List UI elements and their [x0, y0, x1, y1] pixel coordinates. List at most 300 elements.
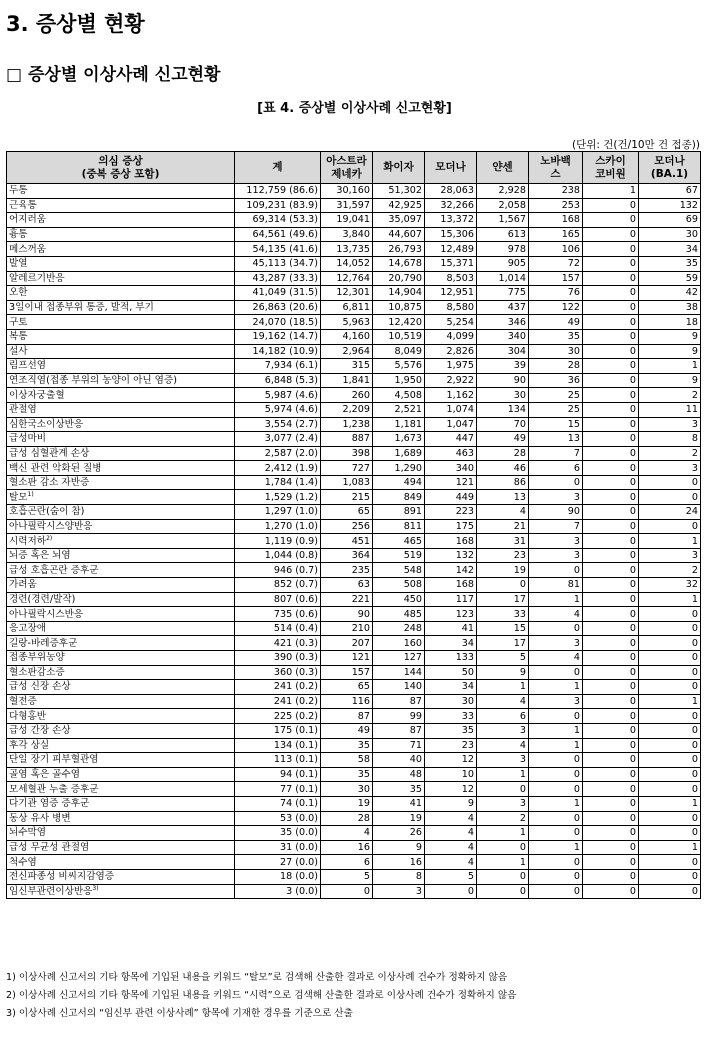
symptom-name: 척수염: [7, 855, 235, 870]
cell-total: 421 (0.3): [235, 636, 321, 651]
cell-astra: 5,963: [321, 315, 373, 330]
cell-astra: 16: [321, 840, 373, 855]
cell-janssen: 775: [477, 286, 529, 301]
cell-astra: 727: [321, 461, 373, 476]
cell-ba1: 0: [639, 782, 701, 797]
cell-total: 6,848 (5.3): [235, 373, 321, 388]
table-row: [7, 300, 701, 315]
cell-skycovione: 0: [583, 869, 639, 884]
cell-skycovione: 0: [583, 490, 639, 505]
cell-novavax: 3: [529, 694, 583, 709]
cell-janssen: 23: [477, 548, 529, 563]
cell-pfizer: 494: [373, 475, 425, 490]
symptom-name: 급성 간장 손상: [7, 723, 235, 738]
table-row: [7, 446, 701, 461]
cell-moderna: 340: [425, 461, 477, 476]
cell-ba1: 2: [639, 388, 701, 403]
cell-ba1: 3: [639, 461, 701, 476]
cell-novavax: 76: [529, 286, 583, 301]
cell-pfizer: 548: [373, 563, 425, 578]
cell-janssen: 19: [477, 563, 529, 578]
cell-janssen: 304: [477, 344, 529, 359]
cell-novavax: 3: [529, 490, 583, 505]
table-row: [7, 796, 701, 811]
table-row: [7, 680, 701, 695]
cell-moderna: 4: [425, 855, 477, 870]
table-row: [7, 694, 701, 709]
cell-skycovione: 0: [583, 651, 639, 666]
cell-pfizer: 87: [373, 723, 425, 738]
footnote: 3) 이상사례 신고서의 “임신부 관련 이상사례” 항목에 기재한 경우를 기준으로 산출: [6, 1008, 353, 1019]
cell-total: 3,554 (2.7): [235, 417, 321, 432]
cell-astra: 2,964: [321, 344, 373, 359]
symptom-name: 경련(경련/발작): [7, 592, 235, 607]
symptom-name: 관절염: [7, 402, 235, 417]
cell-janssen: 0: [477, 782, 529, 797]
symptom-name: 임신부관련이상반응$^{3)}$: [7, 884, 235, 899]
cell-janssen: 2,058: [477, 198, 529, 213]
cell-astra: 157: [321, 665, 373, 680]
section-title: 3. 증상별 현황: [6, 12, 145, 36]
cell-astra: 887: [321, 432, 373, 447]
footnote-marker: 2): [46, 534, 53, 542]
cell-astra: 28: [321, 811, 373, 826]
cell-moderna: 32,266: [425, 198, 477, 213]
cell-skycovione: 0: [583, 548, 639, 563]
cell-skycovione: 0: [583, 329, 639, 344]
cell-novavax: 4: [529, 651, 583, 666]
cell-astra: 6,811: [321, 300, 373, 315]
symptom-name: 급성 호흡곤란 증후군: [7, 563, 235, 578]
cell-moderna: 132: [425, 548, 477, 563]
cell-pfizer: 519: [373, 548, 425, 563]
symptom-name: 응고장애: [7, 621, 235, 636]
cell-moderna: 1,162: [425, 388, 477, 403]
cell-pfizer: 4,508: [373, 388, 425, 403]
footnote-marker: 1): [27, 490, 34, 498]
table-row: [7, 636, 701, 651]
cell-janssen: 1: [477, 855, 529, 870]
symptom-name: 3일이내 접종부위 통증, 발적, 부기: [7, 300, 235, 315]
cell-janssen: 17: [477, 592, 529, 607]
cell-novavax: 0: [529, 665, 583, 680]
cell-skycovione: 0: [583, 417, 639, 432]
symptom-name: 근육통: [7, 198, 235, 213]
cell-total: 241 (0.2): [235, 694, 321, 709]
cell-astra: 256: [321, 519, 373, 534]
cell-total: 2,412 (1.9): [235, 461, 321, 476]
symptom-name: 메스꺼움: [7, 242, 235, 257]
cell-moderna: 1,047: [425, 417, 477, 432]
cell-ba1: 0: [639, 665, 701, 680]
symptom-name: 급성 신장 손상: [7, 680, 235, 695]
cell-novavax: 6: [529, 461, 583, 476]
cell-ba1: 8: [639, 432, 701, 447]
cell-total: 112,759 (86.6): [235, 184, 321, 199]
table-row: [7, 884, 701, 899]
cell-ba1: 1: [639, 694, 701, 709]
cell-astra: 87: [321, 709, 373, 724]
cell-skycovione: 0: [583, 475, 639, 490]
cell-ba1: 9: [639, 329, 701, 344]
cell-janssen: 905: [477, 256, 529, 271]
cell-janssen: 17: [477, 636, 529, 651]
cell-total: 113 (0.1): [235, 753, 321, 768]
cell-moderna: 50: [425, 665, 477, 680]
table-row: [7, 855, 701, 870]
table-row: [7, 651, 701, 666]
table-row: [7, 534, 701, 549]
cell-novavax: 28: [529, 359, 583, 374]
cell-total: 1,270 (1.0): [235, 519, 321, 534]
cell-ba1: 0: [639, 709, 701, 724]
footnote: 2) 이상사례 신고서의 기타 항목에 기입된 내용을 키워드 “시력”으로 검색해 산출한 결과로 이상사례 건수가 정확하지 않음: [6, 990, 517, 1001]
cell-astra: 451: [321, 534, 373, 549]
table-row: [7, 271, 701, 286]
cell-ba1: 0: [639, 680, 701, 695]
cell-total: 109,231 (83.9): [235, 198, 321, 213]
symptom-name: 호흡곤란(숨이 참): [7, 505, 235, 520]
cell-astra: 315: [321, 359, 373, 374]
cell-ba1: 18: [639, 315, 701, 330]
cell-moderna: 142: [425, 563, 477, 578]
cell-pfizer: 16: [373, 855, 425, 870]
table-row: [7, 519, 701, 534]
symptom-name: 두통: [7, 184, 235, 199]
cell-janssen: 33: [477, 607, 529, 622]
cell-skycovione: 0: [583, 402, 639, 417]
symptom-name: 동상 유사 병변: [7, 811, 235, 826]
cell-moderna: 12: [425, 782, 477, 797]
cell-skycovione: 0: [583, 388, 639, 403]
footnote-marker: 3): [92, 884, 99, 892]
cell-astra: 12,764: [321, 271, 373, 286]
cell-pfizer: 450: [373, 592, 425, 607]
cell-janssen: 31: [477, 534, 529, 549]
cell-astra: 12,301: [321, 286, 373, 301]
cell-ba1: 0: [639, 651, 701, 666]
cell-janssen: 346: [477, 315, 529, 330]
cell-janssen: 340: [477, 329, 529, 344]
cell-moderna: 1,975: [425, 359, 477, 374]
cell-novavax: 3: [529, 548, 583, 563]
table-row: [7, 621, 701, 636]
header-skycovione: 스카이 코비원: [583, 152, 639, 184]
cell-moderna: 4: [425, 811, 477, 826]
table-row: [7, 869, 701, 884]
symptom-name: 급성 무균성 관절염: [7, 840, 235, 855]
cell-skycovione: 0: [583, 592, 639, 607]
cell-skycovione: 0: [583, 578, 639, 593]
cell-total: 946 (0.7): [235, 563, 321, 578]
header-symptom: 의심 증상 (중복 증상 포함): [7, 152, 235, 184]
cell-total: 14,182 (10.9): [235, 344, 321, 359]
cell-pfizer: 465: [373, 534, 425, 549]
table-row: [7, 840, 701, 855]
cell-skycovione: 0: [583, 315, 639, 330]
table-row: [7, 402, 701, 417]
cell-moderna: 34: [425, 680, 477, 695]
cell-novavax: 4: [529, 607, 583, 622]
symptom-name: 설사: [7, 344, 235, 359]
cell-skycovione: 0: [583, 840, 639, 855]
cell-janssen: 0: [477, 869, 529, 884]
cell-total: 807 (0.6): [235, 592, 321, 607]
cell-astra: 4: [321, 826, 373, 841]
cell-janssen: 1,014: [477, 271, 529, 286]
cell-novavax: 122: [529, 300, 583, 315]
cell-moderna: 133: [425, 651, 477, 666]
cell-moderna: 15,371: [425, 256, 477, 271]
cell-total: 1,044 (0.8): [235, 548, 321, 563]
table-row: [7, 767, 701, 782]
cell-janssen: 2: [477, 811, 529, 826]
symptom-name: 구토: [7, 315, 235, 330]
cell-ba1: 0: [639, 869, 701, 884]
header-astrazeneca: 아스트라 제네카: [321, 152, 373, 184]
cell-novavax: 3: [529, 534, 583, 549]
cell-ba1: 1: [639, 534, 701, 549]
cell-total: 53 (0.0): [235, 811, 321, 826]
cell-moderna: 15,306: [425, 227, 477, 242]
table-row: [7, 432, 701, 447]
cell-moderna: 30: [425, 694, 477, 709]
cell-total: 24,070 (18.5): [235, 315, 321, 330]
cell-astra: 1,083: [321, 475, 373, 490]
cell-novavax: 0: [529, 767, 583, 782]
cell-total: 64,561 (49.6): [235, 227, 321, 242]
cell-ba1: 59: [639, 271, 701, 286]
cell-skycovione: 1: [583, 184, 639, 199]
table-row: [7, 548, 701, 563]
cell-janssen: 3: [477, 796, 529, 811]
table-row: [7, 388, 701, 403]
table-row: [7, 227, 701, 242]
cell-ba1: 1: [639, 592, 701, 607]
cell-janssen: 5: [477, 651, 529, 666]
symptom-name: 뇌증 혹은 뇌염: [7, 548, 235, 563]
cell-pfizer: 26,793: [373, 242, 425, 257]
cell-moderna: 121: [425, 475, 477, 490]
cell-moderna: 35: [425, 723, 477, 738]
cell-skycovione: 0: [583, 563, 639, 578]
cell-skycovione: 0: [583, 709, 639, 724]
cell-astra: 1,841: [321, 373, 373, 388]
cell-moderna: 12: [425, 753, 477, 768]
table-row: [7, 592, 701, 607]
cell-janssen: 1: [477, 826, 529, 841]
cell-janssen: 0: [477, 840, 529, 855]
cell-janssen: 49: [477, 432, 529, 447]
cell-pfizer: 10,519: [373, 329, 425, 344]
cell-moderna: 2,826: [425, 344, 477, 359]
cell-novavax: 1: [529, 680, 583, 695]
cell-moderna: 8,580: [425, 300, 477, 315]
cell-ba1: 0: [639, 723, 701, 738]
cell-novavax: 1: [529, 738, 583, 753]
cell-moderna: 123: [425, 607, 477, 622]
cell-skycovione: 0: [583, 256, 639, 271]
cell-total: 2,587 (2.0): [235, 446, 321, 461]
cell-astra: 1,238: [321, 417, 373, 432]
symptom-name: 골염 혹은 골수염: [7, 767, 235, 782]
cell-pfizer: 44,607: [373, 227, 425, 242]
cell-novavax: 0: [529, 782, 583, 797]
cell-astra: 364: [321, 548, 373, 563]
cell-moderna: 13,372: [425, 213, 477, 228]
cell-ba1: 42: [639, 286, 701, 301]
cell-janssen: 39: [477, 359, 529, 374]
cell-total: 43,287 (33.3): [235, 271, 321, 286]
cell-total: 69,314 (53.3): [235, 213, 321, 228]
cell-total: 26,863 (20.6): [235, 300, 321, 315]
cell-skycovione: 0: [583, 811, 639, 826]
cell-novavax: 81: [529, 578, 583, 593]
cell-novavax: 0: [529, 855, 583, 870]
cell-ba1: 38: [639, 300, 701, 315]
cell-janssen: 437: [477, 300, 529, 315]
cell-ba1: 9: [639, 344, 701, 359]
cell-moderna: 9: [425, 796, 477, 811]
cell-skycovione: 0: [583, 227, 639, 242]
table-header-row: [7, 152, 701, 184]
cell-pfizer: 248: [373, 621, 425, 636]
cell-moderna: 34: [425, 636, 477, 651]
table-row: [7, 505, 701, 520]
cell-novavax: 0: [529, 884, 583, 899]
symptom-name: 아나필락시스양반응: [7, 519, 235, 534]
table-row: [7, 359, 701, 374]
symptom-name: 아나필락시스반응: [7, 607, 235, 622]
cell-ba1: 0: [639, 855, 701, 870]
cell-skycovione: 0: [583, 767, 639, 782]
cell-total: 74 (0.1): [235, 796, 321, 811]
cell-janssen: 30: [477, 388, 529, 403]
cell-astra: 35: [321, 738, 373, 753]
cell-astra: 3,840: [321, 227, 373, 242]
symptom-name: 발열: [7, 256, 235, 271]
cell-ba1: 67: [639, 184, 701, 199]
cell-skycovione: 0: [583, 694, 639, 709]
cell-skycovione: 0: [583, 198, 639, 213]
cell-total: 1,529 (1.2): [235, 490, 321, 505]
cell-moderna: 4: [425, 840, 477, 855]
cell-astra: 90: [321, 607, 373, 622]
cell-ba1: 35: [639, 256, 701, 271]
cell-pfizer: 35: [373, 782, 425, 797]
cell-pfizer: 14,904: [373, 286, 425, 301]
cell-pfizer: 12,420: [373, 315, 425, 330]
cell-novavax: 36: [529, 373, 583, 388]
cell-total: 18 (0.0): [235, 869, 321, 884]
cell-moderna: 447: [425, 432, 477, 447]
cell-novavax: 1: [529, 840, 583, 855]
cell-ba1: 0: [639, 607, 701, 622]
cell-novavax: 0: [529, 753, 583, 768]
cell-ba1: 132: [639, 198, 701, 213]
cell-skycovione: 0: [583, 373, 639, 388]
cell-janssen: 6: [477, 709, 529, 724]
cell-pfizer: 485: [373, 607, 425, 622]
cell-pfizer: 508: [373, 578, 425, 593]
cell-total: 3,077 (2.4): [235, 432, 321, 447]
cell-janssen: 15: [477, 621, 529, 636]
cell-novavax: 0: [529, 621, 583, 636]
cell-skycovione: 0: [583, 796, 639, 811]
cell-pfizer: 160: [373, 636, 425, 651]
cell-ba1: 0: [639, 519, 701, 534]
table-row: [7, 723, 701, 738]
cell-astra: 4,160: [321, 329, 373, 344]
cell-astra: 221: [321, 592, 373, 607]
cell-astra: 210: [321, 621, 373, 636]
unit-note: (단위: 건(건/10만 건 접종)): [572, 139, 700, 151]
cell-moderna: 12,951: [425, 286, 477, 301]
cell-ba1: 0: [639, 621, 701, 636]
cell-novavax: 7: [529, 519, 583, 534]
cell-total: 852 (0.7): [235, 578, 321, 593]
cell-janssen: 4: [477, 505, 529, 520]
cell-novavax: 157: [529, 271, 583, 286]
cell-pfizer: 144: [373, 665, 425, 680]
table-row: [7, 256, 701, 271]
cell-skycovione: 0: [583, 519, 639, 534]
cell-pfizer: 8,049: [373, 344, 425, 359]
cell-total: 77 (0.1): [235, 782, 321, 797]
cell-janssen: 1: [477, 680, 529, 695]
cell-total: 225 (0.2): [235, 709, 321, 724]
cell-skycovione: 0: [583, 344, 639, 359]
cell-ba1: 11: [639, 402, 701, 417]
cell-total: 241 (0.2): [235, 680, 321, 695]
cell-pfizer: 140: [373, 680, 425, 695]
table-row: [7, 315, 701, 330]
cell-janssen: 4: [477, 694, 529, 709]
symptom-name: 백신 관련 악화된 질병: [7, 461, 235, 476]
cell-astra: 2,209: [321, 402, 373, 417]
cell-janssen: 978: [477, 242, 529, 257]
cell-total: 5,974 (4.6): [235, 402, 321, 417]
table-row: [7, 475, 701, 490]
cell-pfizer: 26: [373, 826, 425, 841]
cell-astra: 6: [321, 855, 373, 870]
cell-skycovione: 0: [583, 271, 639, 286]
symptom-name: 후각 상실: [7, 738, 235, 753]
cell-moderna: 168: [425, 578, 477, 593]
cell-total: 35 (0.0): [235, 826, 321, 841]
cell-ba1: 1: [639, 359, 701, 374]
cell-moderna: 41: [425, 621, 477, 636]
symptom-name: 림프선염: [7, 359, 235, 374]
cell-skycovione: 0: [583, 213, 639, 228]
cell-astra: 235: [321, 563, 373, 578]
cell-astra: 30: [321, 782, 373, 797]
cell-ba1: 3: [639, 417, 701, 432]
cell-moderna: 2,922: [425, 373, 477, 388]
table-row: [7, 738, 701, 753]
cell-novavax: 1: [529, 592, 583, 607]
symptom-name: 길랑-바레증후군: [7, 636, 235, 651]
cell-moderna: 28,063: [425, 184, 477, 199]
cell-moderna: 23: [425, 738, 477, 753]
header-novavax: 노바백 스: [529, 152, 583, 184]
cell-astra: 19: [321, 796, 373, 811]
cell-pfizer: 9: [373, 840, 425, 855]
cell-ba1: 69: [639, 213, 701, 228]
cell-skycovione: 0: [583, 300, 639, 315]
table-row: [7, 461, 701, 476]
cell-novavax: 1: [529, 723, 583, 738]
